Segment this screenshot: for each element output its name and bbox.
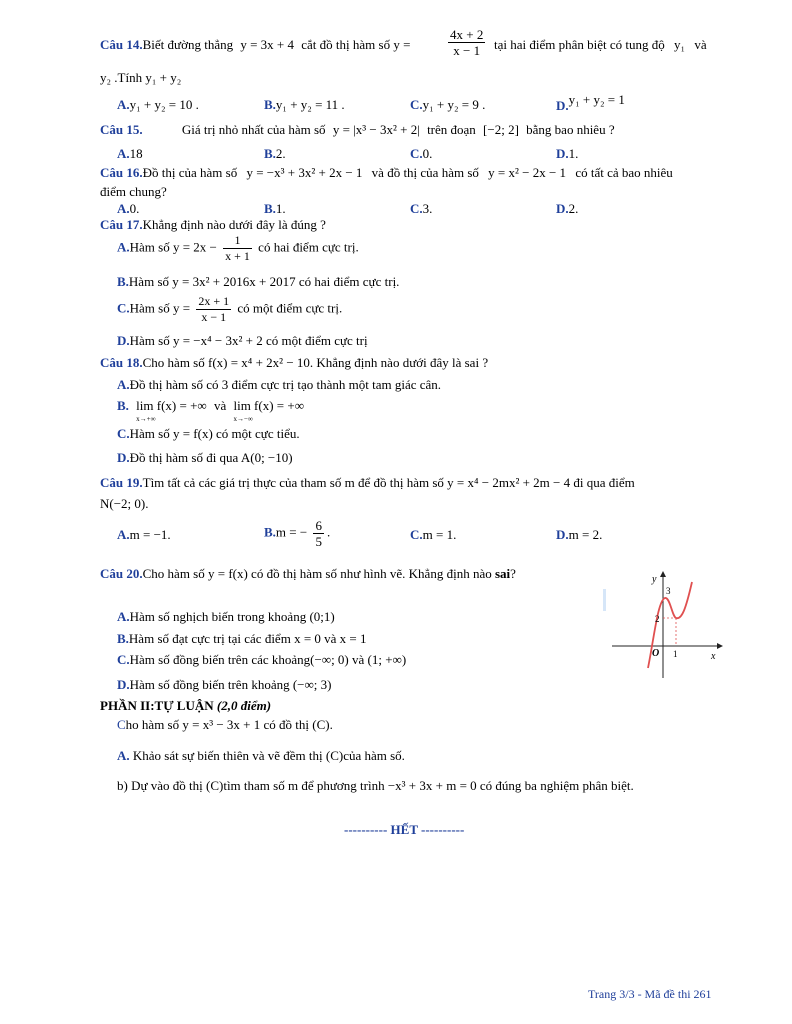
q19-label: Câu 19.: [100, 475, 143, 490]
q17-option-a: A.Hàm số y = 2x − $\frac{1}{x + 1}$ có hai điểm cực trị.: [117, 233, 359, 263]
q20-option-c: C.Hàm số đồng biến trên các khoảng(−∞; 0) và (1; +∞): [117, 652, 407, 667]
q20-text-bold: sai: [494, 566, 511, 581]
x-axis-label: x: [711, 651, 716, 662]
q14-option-c: C.y₁ + y₂ = 9 .: [410, 97, 486, 112]
q14-line2: y₂ .Tính y₁ + y₂: [100, 70, 182, 85]
q15-option-d: D.1.: [556, 146, 579, 161]
part2-points: (2,0 điểm): [216, 698, 272, 713]
q18-label: Câu 18.: [100, 355, 143, 370]
q14-y1: y₁: [674, 37, 686, 52]
q14-and: và: [694, 37, 707, 52]
q16-option-b: B.1.: [264, 201, 286, 216]
q15-option-b: B.2.: [264, 146, 286, 161]
q14-option-a: A.y₁ + y₂ = 10 .: [117, 97, 199, 112]
q15-option-a: A.18: [117, 146, 143, 161]
part2-item-b: b) Dự vào đồ thị (C)tìm tham số m để phương trình −x³ + 3x + m = 0 có đúng ba nghiệm phân biệt.: [117, 778, 634, 793]
q14-option-b: B.y₁ + y₂ = 11 .: [264, 97, 345, 112]
q17-text: Khẳng định nào dưới đây là đúng ?: [142, 217, 326, 232]
q19-option-c: C.m = 1.: [410, 527, 457, 542]
q15-interval: [−2; 2]: [483, 122, 519, 137]
q17-label: Câu 17.: [100, 217, 143, 232]
q18-option-b: B. lim f(x) = +∞ x→+∞ và lim f(x) = +∞ x→−∞: [117, 398, 304, 423]
q14-text-b: cắt đồ thị hàm số: [301, 37, 391, 52]
q17-stem: [100, 217, 326, 233]
q18-text: Cho hàm số f(x) = x⁴ + 2x² − 10. Khẳng định nào dưới đây là sai ?: [142, 355, 489, 370]
q18-option-d: D.Đồ thị hàm số đi qua A(0; −10): [117, 450, 293, 465]
q20-label: Câu 20.: [100, 566, 143, 581]
tick-x1: 1: [673, 649, 678, 659]
q20-stem: Câu 20.Cho hàm số y = f(x) có đồ thị hàm số như hình vẽ. Khẳng định nào sai?: [100, 566, 516, 581]
scan-artifact: [603, 589, 606, 611]
q19-stem: [100, 475, 635, 491]
q20-option-d: D.Hàm số đồng biến trên khoảng (−∞; 3): [117, 677, 332, 692]
q16-label: Câu 16.: [100, 165, 143, 180]
q16-stem: [100, 165, 673, 181]
q18-stem: [100, 355, 488, 371]
q15-func: y = |x³ − 3x² + 2|: [332, 122, 420, 137]
q16-option-a: A.0.: [117, 201, 140, 216]
q20-option-b: B.Hàm số đạt cực trị tại các điểm x = 0 và x = 1: [117, 631, 367, 646]
q16-option-d: D.2.: [556, 201, 579, 216]
q16-text-c: có tất cả bao nhiêu: [575, 165, 673, 180]
tick-y2: 2: [655, 614, 660, 624]
q15-label: Câu 15.: [100, 122, 143, 137]
q16-option-c: C.3.: [410, 201, 433, 216]
q20-option-a: A.Hàm số nghịch biến trong khoảng (0;1): [117, 609, 335, 624]
q14-label: Câu 14.: [100, 37, 143, 52]
q19-option-a: A.m = −1.: [117, 527, 171, 542]
q14-fraction: [445, 27, 488, 58]
q16-f1: y = −x³ + 3x² + 2x − 1: [246, 165, 363, 180]
q15-option-c: C.0.: [410, 146, 433, 161]
q18-option-c: C.Hàm số y = f(x) có một cực tiểu.: [117, 426, 300, 441]
q14-option-d: D.y₁ + y₂ = 1: [556, 92, 625, 113]
y-axis-label: y: [652, 574, 657, 585]
part2-title: PHẦN II:TỰ LUẬN: [100, 698, 214, 713]
q16-line2: điểm chung?: [100, 184, 167, 199]
q14-text-c: tại hai điểm phân biệt có tung độ: [494, 37, 665, 52]
q14-y-eq: y =: [393, 37, 411, 52]
q14-frac-num: 4x + 2: [450, 27, 484, 42]
q16-text-b: và đồ thị của hàm số: [371, 165, 479, 180]
origin-label: O: [652, 648, 660, 659]
q14-text: Biết đường thẳng: [142, 37, 234, 52]
q14-line-eq: y = 3x + 4: [240, 37, 295, 52]
q18-option-a: A.Đồ thị hàm số có 3 điểm cực trị tạo thành một tam giác cân.: [117, 377, 442, 392]
page-footer: Trang 3/3 - Mã đề thi 261: [588, 987, 712, 1001]
end-marker: ---------- HẾT ----------: [344, 822, 465, 837]
part2-item-a: A. Khảo sát sự biến thiên và vẽ đềm thị (C)của hàm số.: [117, 748, 405, 763]
q15-text-c: bằng bao nhiêu ?: [526, 122, 615, 137]
q16-text: Đồ thị của hàm số: [142, 165, 238, 180]
q17-option-b: B.Hàm số y = 3x² + 2016x + 2017 có hai điểm cực trị.: [117, 274, 400, 289]
q19-option-d: D.m = 2.: [556, 527, 603, 542]
q15-text-b: trên đoạn: [427, 122, 476, 137]
q17-option-d: D.Hàm số y = −x⁴ − 3x² + 2 có một điểm cực trị: [117, 333, 368, 348]
q14-line1: [100, 37, 410, 53]
q19-text: Tìm tất cả các giá trị thực của tham số m để đồ thị hàm số y = x⁴ − 2mx² + 2m − 4 đi qua điểm: [142, 475, 635, 490]
q19-option-b: B.m = − $\frac{6}{5}$ .: [264, 518, 331, 549]
q20-text: Cho hàm số y = f(x) có đồ thị hàm số như hình vẽ. Khẳng định nào: [142, 566, 495, 581]
part2-intro: Cho hàm số y = x³ − 3x + 1 có đồ thị (C).: [117, 717, 333, 732]
part2-heading: [100, 698, 271, 714]
q16-f2: y = x² − 2x − 1: [488, 165, 567, 180]
q14-line1-end: [494, 37, 707, 53]
tick-y3: 3: [666, 586, 671, 596]
q15-stem: [100, 122, 615, 138]
q19-line2: N(−2; 0).: [100, 496, 149, 511]
q20-graph: [608, 568, 726, 684]
q14-frac-den: x − 1: [453, 43, 481, 58]
q17-option-c: C.Hàm số y = $\frac{2x + 1}{x - 1}$ có một điểm cực trị.: [117, 294, 343, 324]
q15-text: Giá trị nhỏ nhất của hàm số: [181, 122, 326, 137]
